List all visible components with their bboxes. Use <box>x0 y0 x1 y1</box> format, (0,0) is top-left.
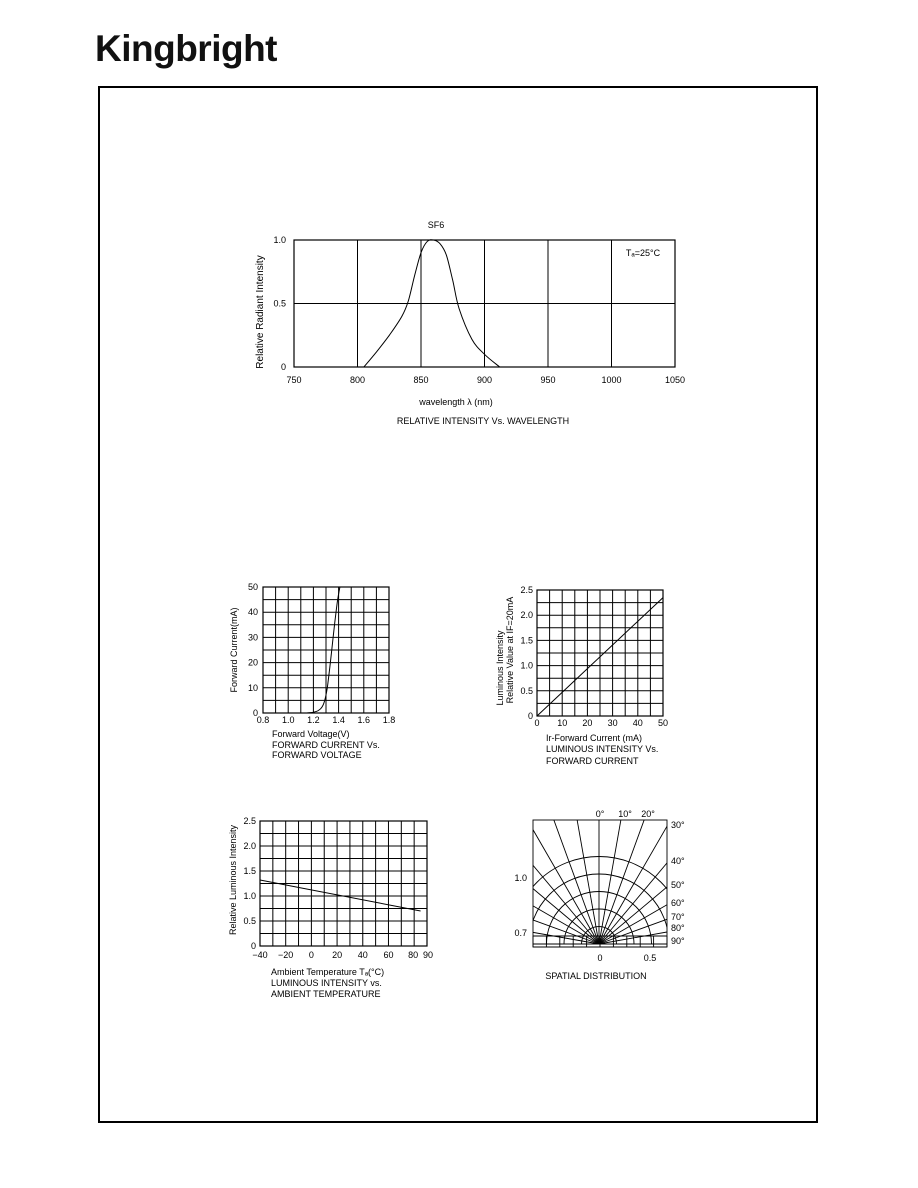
lum-temp-x-tick-label: 80 <box>408 950 419 960</box>
temperature-condition: Tₐ=25°C <box>625 248 661 258</box>
lum-current-y-tick-label: 1.0 <box>520 660 533 671</box>
iv-y-tick-label: 50 <box>247 582 258 592</box>
lum-temp-x-label: Ambient Temperature Tₐ(°C) <box>271 967 385 977</box>
spectrum-x-tick-label: 900 <box>476 375 493 385</box>
spectrum-x-ticks <box>286 375 685 385</box>
lum-current-x-tick-label: 10 <box>557 718 568 728</box>
spectrum-y-tick-label: 0.5 <box>273 298 286 309</box>
spatial-side-angle-label: 90° <box>671 936 685 946</box>
iv-y-tick-label: 40 <box>247 607 258 618</box>
spatial-top-angle-label: 10° <box>618 809 632 819</box>
spectrum-y-tick-label: 1.0 <box>273 235 286 245</box>
iv-y-ticks <box>248 582 258 718</box>
spatial-side-angle-label: 60° <box>671 898 685 908</box>
spatial-side-angle-label: 40° <box>671 856 685 866</box>
spatial-frame <box>533 820 667 947</box>
iv-y-tick-label: 10 <box>247 682 258 693</box>
spatial-side-angle-label: 30° <box>671 820 685 830</box>
iv-chart <box>229 582 395 760</box>
lum-temp-y-ticks <box>243 816 256 951</box>
spatial-top-angle-label: 20° <box>641 809 655 819</box>
iv-x-tick-label: 0.8 <box>256 715 270 725</box>
lum-current-y-label-2: Relative Value at IF=20mA <box>505 596 515 704</box>
lum-current-x-ticks <box>534 718 668 728</box>
lum-current-y-ticks <box>520 585 533 721</box>
iv-x-ticks <box>257 715 396 725</box>
spectrum-x-tick-label: 800 <box>349 375 366 385</box>
lum-temp-x-tick-label: 60 <box>383 950 394 960</box>
lum-current-x-tick-label: 50 <box>657 718 669 728</box>
iv-x-tick-label: 1.6 <box>357 715 371 725</box>
iv-y-tick-label: 20 <box>247 657 258 668</box>
lum-temp-x-tick-label: 0 <box>308 950 314 960</box>
spectrum-x-tick-label: 1000 <box>601 375 622 385</box>
lum-current-y-tick-label: 0.5 <box>520 685 533 696</box>
lum-temp-chart <box>228 816 433 999</box>
iv-caption-line1: FORWARD CURRENT Vs. <box>272 740 380 750</box>
iv-x-tick-label: 1.2 <box>307 715 320 725</box>
spectrum-y-ticks <box>273 235 286 372</box>
spectrum-x-label: wavelength λ (nm) <box>419 397 493 407</box>
lum-temp-y-tick-label: 2.5 <box>243 816 256 826</box>
spatial-side-angle-label: 50° <box>671 880 685 890</box>
spectrum-chart <box>255 220 685 426</box>
kingbright-logo: Kingbright <box>95 28 278 69</box>
iv-x-tick-label: 1.8 <box>382 715 396 725</box>
spatial-top-angle-label: 0° <box>595 809 605 819</box>
lum-temp-y-tick-label: 0 <box>250 941 256 951</box>
spatial-side-angle-label: 80° <box>671 923 685 933</box>
lum-current-x-tick-label: 0 <box>534 718 540 728</box>
lum-current-caption-line1: LUMINOUS INTENSITY Vs. <box>546 744 659 754</box>
iv-x-tick-label: 1.4 <box>332 715 345 725</box>
iv-x-label: Forward Voltage(V) <box>272 729 350 739</box>
lum-current-grid <box>537 590 663 716</box>
spatial-bottom-value-label: 0 <box>597 953 603 963</box>
lum-current-x-label: Ir-Forward Current (mA) <box>546 733 643 743</box>
lum-temp-x-ticks <box>252 950 433 960</box>
spectrum-caption: RELATIVE INTENSITY Vs. WAVELENGTH <box>396 416 570 426</box>
lum-current-y-tick-label: 2.0 <box>520 610 533 621</box>
spectrum-grid <box>294 240 675 367</box>
spatial-chart <box>449 794 749 981</box>
lum-current-x-tick-label: 40 <box>632 718 643 728</box>
lum-temp-x-tick-label: −40 <box>252 950 268 960</box>
spatial-caption: SPATIAL DISTRIBUTION <box>545 971 647 981</box>
lum-temp-x-tick-label: 40 <box>357 950 368 960</box>
iv-y-tick-label: 0 <box>252 708 258 718</box>
lum-current-y-label-1: Luminous Intensity <box>495 630 505 706</box>
spectrum-x-tick-label: 1050 <box>664 375 686 385</box>
lum-temp-x-tick-label: 90 <box>423 950 434 960</box>
lum-temp-y-tick-label: 2.0 <box>243 841 256 851</box>
lum-temp-caption-line1: LUMINOUS INTENSITY vs. <box>271 978 382 988</box>
spatial-left-value-label: 1.0 <box>514 873 527 883</box>
spectrum-x-tick-label: 850 <box>413 375 429 385</box>
spatial-side-angle-label: 70° <box>671 912 685 922</box>
spatial-left-value-label: 0.7 <box>514 928 527 938</box>
iv-x-tick-label: 1.0 <box>281 715 295 725</box>
spatial-bottom-value-label: 0.5 <box>643 953 657 963</box>
lum-current-y-tick-label: 2.5 <box>520 585 533 595</box>
lum-temp-y-tick-label: 1.0 <box>243 891 256 901</box>
lum-current-y-tick-label: 1.5 <box>520 635 533 646</box>
lum-current-y-tick-label: 0 <box>527 711 533 721</box>
lum-temp-y-label: Relative Luminous Intensity <box>228 824 238 936</box>
lum-temp-x-tick-label: 20 <box>332 950 343 960</box>
iv-y-tick-label: 30 <box>247 632 258 643</box>
spectrum-y-tick-label: 0 <box>280 362 286 372</box>
lum-current-chart <box>495 585 668 766</box>
lum-temp-y-tick-label: 0.5 <box>243 916 256 926</box>
lum-current-x-tick-label: 30 <box>607 718 618 728</box>
lum-temp-grid <box>260 821 427 946</box>
lum-temp-x-tick-label: −20 <box>278 950 294 960</box>
lum-temp-caption-line2: AMBIENT TEMPERATURE <box>271 989 381 999</box>
series-label: SF6 <box>427 220 445 230</box>
lum-temp-y-tick-label: 1.5 <box>243 866 256 876</box>
spectrum-x-tick-label: 950 <box>540 375 556 385</box>
lum-current-caption-line2: FORWARD CURRENT <box>546 756 639 766</box>
spectrum-x-tick-label: 750 <box>286 375 302 385</box>
lum-current-x-tick-label: 20 <box>582 718 593 728</box>
spectrum-y-label: Relative Radiant Intensity <box>255 255 266 369</box>
iv-y-label: Forward Current(mA) <box>229 607 239 693</box>
iv-caption-line2: FORWARD VOLTAGE <box>272 750 362 760</box>
